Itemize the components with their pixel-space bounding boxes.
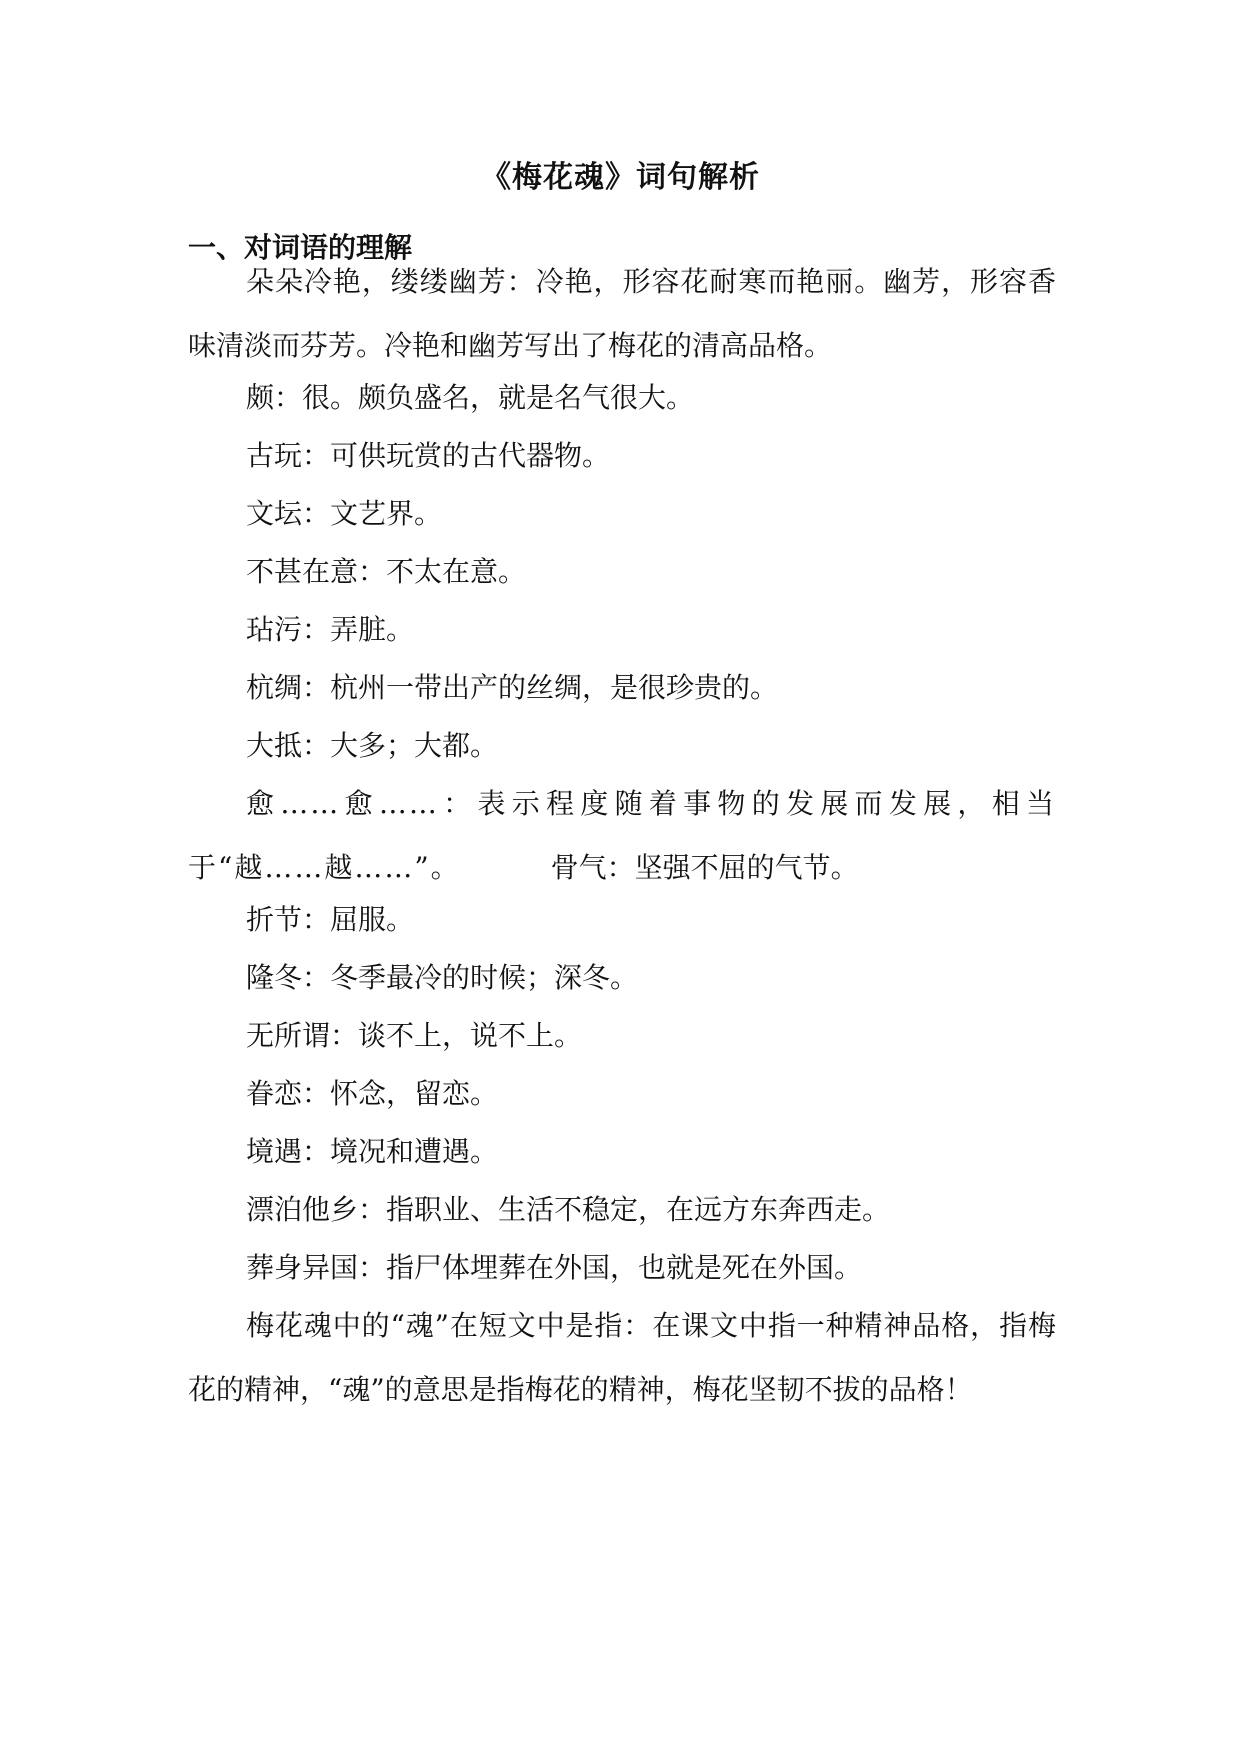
entry-yu-yu — [188, 772, 1056, 900]
entry-piaobo-taxiang: 漂泊他乡：指职业、生活不稳定，在远方东奔西走。 — [246, 1193, 891, 1226]
entry-dianwu: 玷污：弄脏。 — [246, 613, 415, 646]
entry-longdong: 隆冬：冬季最冷的时候；深冬。 — [246, 961, 639, 994]
entry-po: 颇：很。颇负盛名，就是名气很大。 — [246, 381, 695, 414]
entry-zangshen-yiguo: 葬身异国：指尸体埋葬在外国，也就是死在外国。 — [246, 1251, 863, 1284]
entry-bushen-zaiyi: 不甚在意：不太在意。 — [246, 555, 527, 588]
entry-duoduo-lengyan: 朵朵冷艳，缕缕幽芳：冷艳，形容花耐寒而艳丽。幽芳，形容香味清淡而芬芳。冷艳和幽芳写出了梅花的清高品格。 — [188, 265, 1056, 362]
entry-dadi: 大抵：大多；大都。 — [246, 729, 499, 762]
entry-juanlian: 眷恋：怀念，留恋。 — [246, 1077, 499, 1110]
entry-guqi: 骨气：坚强不屈的气节。 — [550, 851, 859, 884]
entry-zhejie: 折节：屈服。 — [246, 903, 415, 936]
entry-jingyu: 境遇：境况和遭遇。 — [246, 1135, 499, 1168]
entry-wentan: 文坛：文艺界。 — [246, 497, 443, 530]
entry-guwan: 古玩：可供玩赏的古代器物。 — [246, 439, 611, 472]
entry-hangchou: 杭绸：杭州一带出产的丝绸，是很珍贵的。 — [246, 671, 779, 704]
entry-wusuowei: 无所谓：谈不上，说不上。 — [246, 1019, 583, 1052]
entry-meihuahun-meaning: 梅花魂中的“魂”在短文中是指：在课文中指一种精神品格，指梅花的精神，“魂”的意思是指梅花的精神，梅花坚韧不拔的品格！ — [188, 1309, 1056, 1406]
section-heading: 一、对词语的理解 — [188, 231, 413, 264]
page-title: 《梅花魂》词句解析 — [481, 160, 760, 195]
entry-yu-yu-text: 愈……愈……：表示程度随着事物的发展而发展，相当于“越……越……”。 — [188, 787, 1056, 884]
